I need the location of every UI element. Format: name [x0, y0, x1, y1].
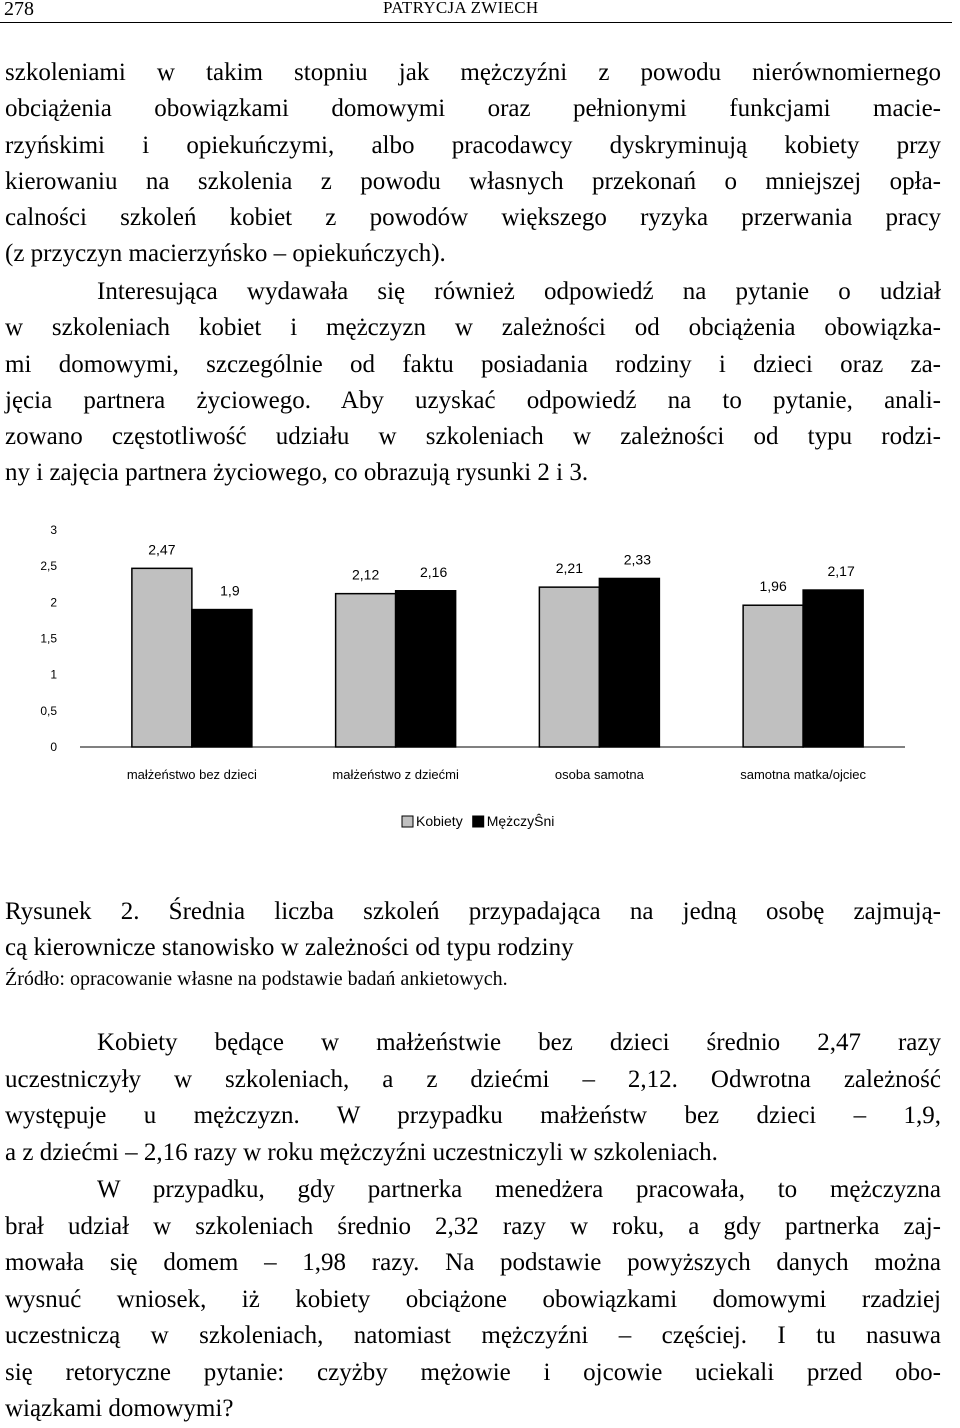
caption-line: Rysunek 2. Średnia liczba szkoleń przypadająca na jedną osobę zajmują- [5, 898, 941, 925]
text-line: zowano częstotliwość udziału w szkoleniach w zależności od typu rodzi- [5, 423, 941, 451]
data-labels [148, 541, 855, 598]
text-line: a z dziećmi – 2,16 razy w roku mężczyźni uczestniczyli w szkoleniach. [5, 1138, 718, 1166]
page-header [0, 0, 952, 23]
bar-data-label: 2,47 [148, 541, 176, 558]
page-number: 278 [4, 0, 34, 20]
text-line: obciążenia obowiązkami domowymi oraz pełnionymi funkcjami macie- [5, 95, 941, 123]
caption-line: cą kierownicze stanowisko w zależności od typu rodziny [5, 934, 574, 961]
y-tick-label: 3 [50, 523, 57, 537]
legend-label: Kobiety [416, 813, 463, 829]
text-line: Kobiety będące w małżeństwie bez dzieci średnio 2,47 razy [97, 1029, 941, 1056]
x-axis-category-labels [127, 767, 867, 782]
bar-mezczyzni [192, 610, 252, 747]
y-tick-label: 0 [50, 740, 57, 754]
figure-source: Źródło: opracowanie własne na podstawie badań ankietowych. [5, 968, 508, 990]
y-axis-tick-labels [40, 523, 57, 754]
bar-data-label: 2,16 [420, 563, 448, 580]
bar-data-label: 2,33 [623, 551, 651, 568]
x-category-label: małżeństwo z dziećmi [332, 767, 459, 782]
x-category-label: samotna matka/ojciec [740, 767, 866, 782]
text-line: mowała się domem – 1,98 razy. Na podstawie powyższych danych można [5, 1249, 941, 1276]
text-line: się retoryczne pytanie: czyżby mężowie i ojcowie uciekali przed obo- [5, 1358, 941, 1386]
text-line: Interesująca wydawała się również odpowiedź na pytanie o udział [97, 278, 941, 305]
x-category-label: osoba samotna [554, 767, 644, 782]
text-line: wiązkami domowymi? [5, 1395, 234, 1422]
text-line: brał udział w szkoleniach średnio 2,32 razy w roku, a gdy partnerka zaj- [5, 1212, 941, 1240]
text-line: szkoleniami w takim stopniu jak mężczyźni z powodu nierównomiernego [5, 59, 941, 86]
figure-caption [5, 894, 941, 966]
bar-mezczyzni [803, 590, 863, 747]
paragraph-1 [5, 55, 941, 273]
text-line: wysnuć wniosek, iż kobiety obciążone obowiązkami domowymi rzadziej [5, 1285, 941, 1313]
paragraph-3 [5, 1025, 941, 1171]
bar-kobiety [539, 587, 599, 747]
y-tick-label: 0,5 [40, 703, 57, 718]
text-line: jęcia partnera życiowego. Aby uzyskać odpowiedź na to pytanie, anali- [5, 386, 941, 414]
text-line: rzyńskimi i opiekuńczymi, albo pracodawcy dyskryminują kobiety przy [5, 131, 941, 159]
bar-data-label: 2,12 [352, 566, 380, 583]
legend-swatch [402, 816, 413, 827]
paragraph-4 [5, 1172, 941, 1428]
bar-kobiety [743, 605, 803, 747]
y-tick-label: 1 [50, 667, 57, 682]
text-line: mi domowymi, szczególnie od faktu posiadania rodziny i dzieci oraz za- [5, 350, 941, 378]
bar-mezczyzni [396, 591, 456, 747]
bar-data-label: 2,21 [555, 560, 583, 577]
bar-chart [0, 520, 960, 850]
legend-swatch [473, 816, 484, 827]
text-line: w szkoleniach kobiet i mężczyzn w zależności od obciążenia obowiązka- [5, 314, 941, 342]
bar-kobiety [132, 568, 192, 747]
bars [132, 568, 863, 747]
bar-mezczyzni [599, 578, 659, 747]
y-tick-label: 2 [50, 595, 57, 610]
bar-data-label: 2,17 [827, 563, 855, 580]
bar-kobiety [336, 594, 396, 747]
bar-data-label: 1,96 [759, 578, 787, 595]
text-line: występuje u mężczyzn. W przypadku małżeństw bez dzieci – 1,9, [5, 1102, 941, 1129]
running-head: PATRYCJA ZWIECH [383, 0, 539, 17]
text-line: calności szkoleń kobiet z powodów większego ryzyka przerwania pracy [5, 204, 941, 232]
x-category-label: małżeństwo bez dzieci [126, 767, 257, 782]
y-tick-label: 1,5 [40, 631, 57, 646]
y-tick-label: 2,5 [40, 559, 57, 574]
text-line: uczestniczyły w szkoleniach, a z dziećmi – 2,12. Odwrotna zależność [5, 1065, 941, 1093]
text-line: kierowaniu na szkolenia z powodu własnych przekonań o mniejszej opła- [5, 167, 941, 195]
text-line: ny i zajęcia partnera życiowego, co obrazują rysunki 2 i 3. [5, 459, 589, 487]
text-line: (z przyczyn macierzyńsko – opiekuńczych). [5, 240, 446, 268]
paragraph-2 [5, 274, 941, 492]
bar-data-label: 1,9 [220, 582, 240, 599]
legend-label: MężczyŜni [486, 813, 555, 829]
legend [402, 813, 554, 829]
text-line: W przypadku, gdy partnerka menedżera pracowała, to mężczyzna [97, 1176, 941, 1203]
text-line: uczestniczą w szkoleniach, natomiast mężczyźni – częściej. I tu nasuwa [5, 1322, 941, 1349]
